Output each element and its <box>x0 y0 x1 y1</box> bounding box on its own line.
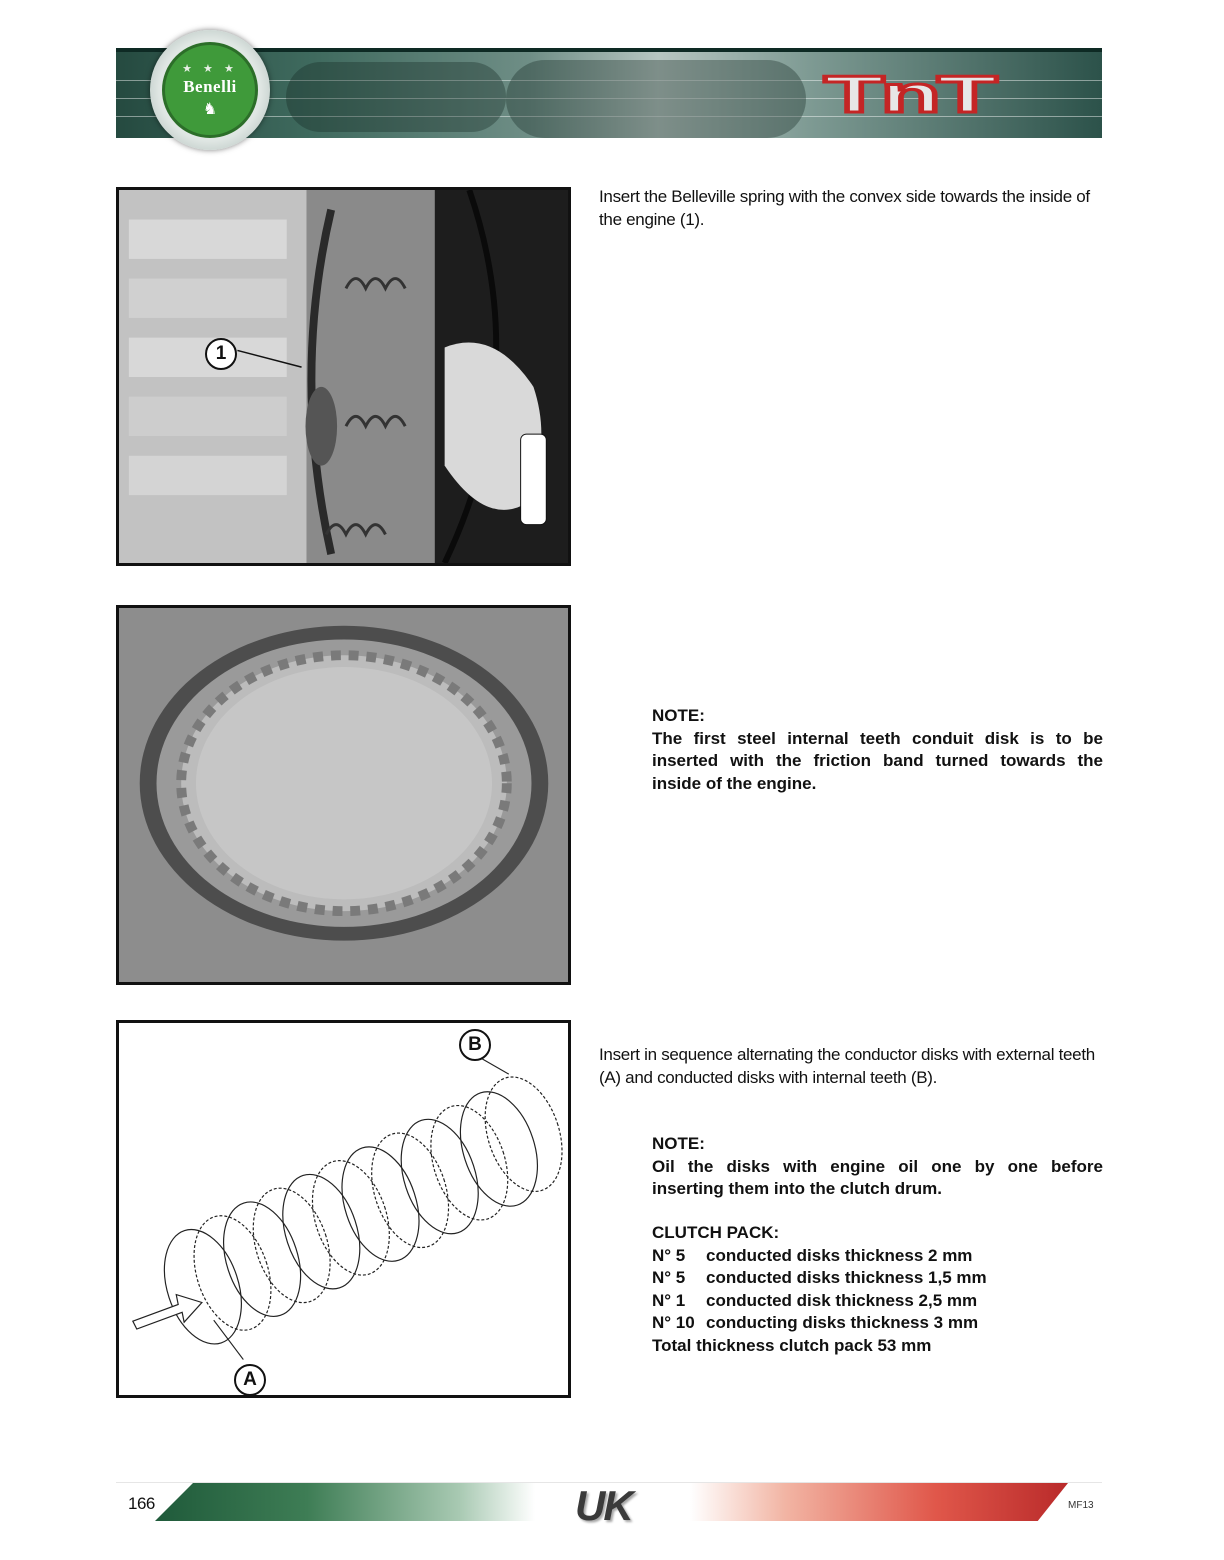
clutch-pack-row <box>652 1267 1103 1290</box>
pack-count: N° 10 <box>652 1313 695 1333</box>
callout-1: 1 <box>205 338 237 370</box>
pack-count: N° 5 <box>652 1245 686 1265</box>
pack-count: N° 1 <box>652 1290 686 1310</box>
logo-stars: ★ ★ ★ <box>182 62 238 75</box>
note-text: Oil the disks with engine oil one by one before inserting them into the clutch drum. <box>652 1156 1103 1198</box>
clutch-pack-row <box>652 1312 1103 1335</box>
note-title: NOTE: <box>652 706 705 725</box>
lion-icon: ♞ <box>202 100 218 118</box>
note-text: The first steel internal teeth conduit disk is to be inserted with the friction band turned towards the inside of the engine. <box>652 728 1103 793</box>
page-number: 166 <box>128 1494 155 1513</box>
callout-a: A <box>234 1364 266 1396</box>
pack-desc: conducted disk thickness 2,5 mm <box>706 1290 978 1310</box>
clutch-pack-row <box>652 1245 1103 1268</box>
belleville-spring-photo <box>119 190 568 563</box>
figure-clutch-pack-diagram <box>116 1020 571 1398</box>
note-first-disk <box>652 705 1103 795</box>
benelli-logo <box>150 30 270 150</box>
pack-count: N° 5 <box>652 1268 686 1288</box>
friction-disk-photo <box>119 608 568 982</box>
belleville-instruction: Insert the Belleville spring with the convex side towards the inside of the engine (1). <box>599 187 1090 229</box>
clutch-pack-total: Total thickness clutch pack 53 mm <box>652 1335 932 1355</box>
pack-desc: conducted disks thickness 1,5 mm <box>706 1268 987 1288</box>
note-oil-disks <box>652 1133 1103 1201</box>
clutch-pack-spec <box>652 1222 1103 1358</box>
disk-sequence-instruction: Insert in sequence alternating the conductor disks with external teeth (A) and conducted disks with internal teeth (B). <box>599 1045 1095 1087</box>
pack-desc: conducted disks thickness 2 mm <box>706 1245 973 1265</box>
manual-code: MF13 <box>1068 1500 1094 1511</box>
clutch-pack-drawing <box>119 1023 568 1395</box>
callout-b: B <box>459 1029 491 1061</box>
footer-green-bar <box>155 1483 535 1521</box>
tnt-model-logo: TnT <box>824 66 994 124</box>
pack-desc: conducting disks thickness 3 mm <box>706 1313 979 1333</box>
clutch-pack-title: CLUTCH PACK: <box>652 1223 780 1242</box>
footer-red-bar <box>690 1483 1068 1521</box>
logo-brand-text: Benelli <box>183 76 237 96</box>
language-label: UK <box>575 1482 632 1529</box>
figure-belleville-spring <box>116 187 571 566</box>
figure-friction-disk <box>116 605 571 985</box>
note-title: NOTE: <box>652 1134 705 1153</box>
clutch-pack-row <box>652 1290 1103 1313</box>
